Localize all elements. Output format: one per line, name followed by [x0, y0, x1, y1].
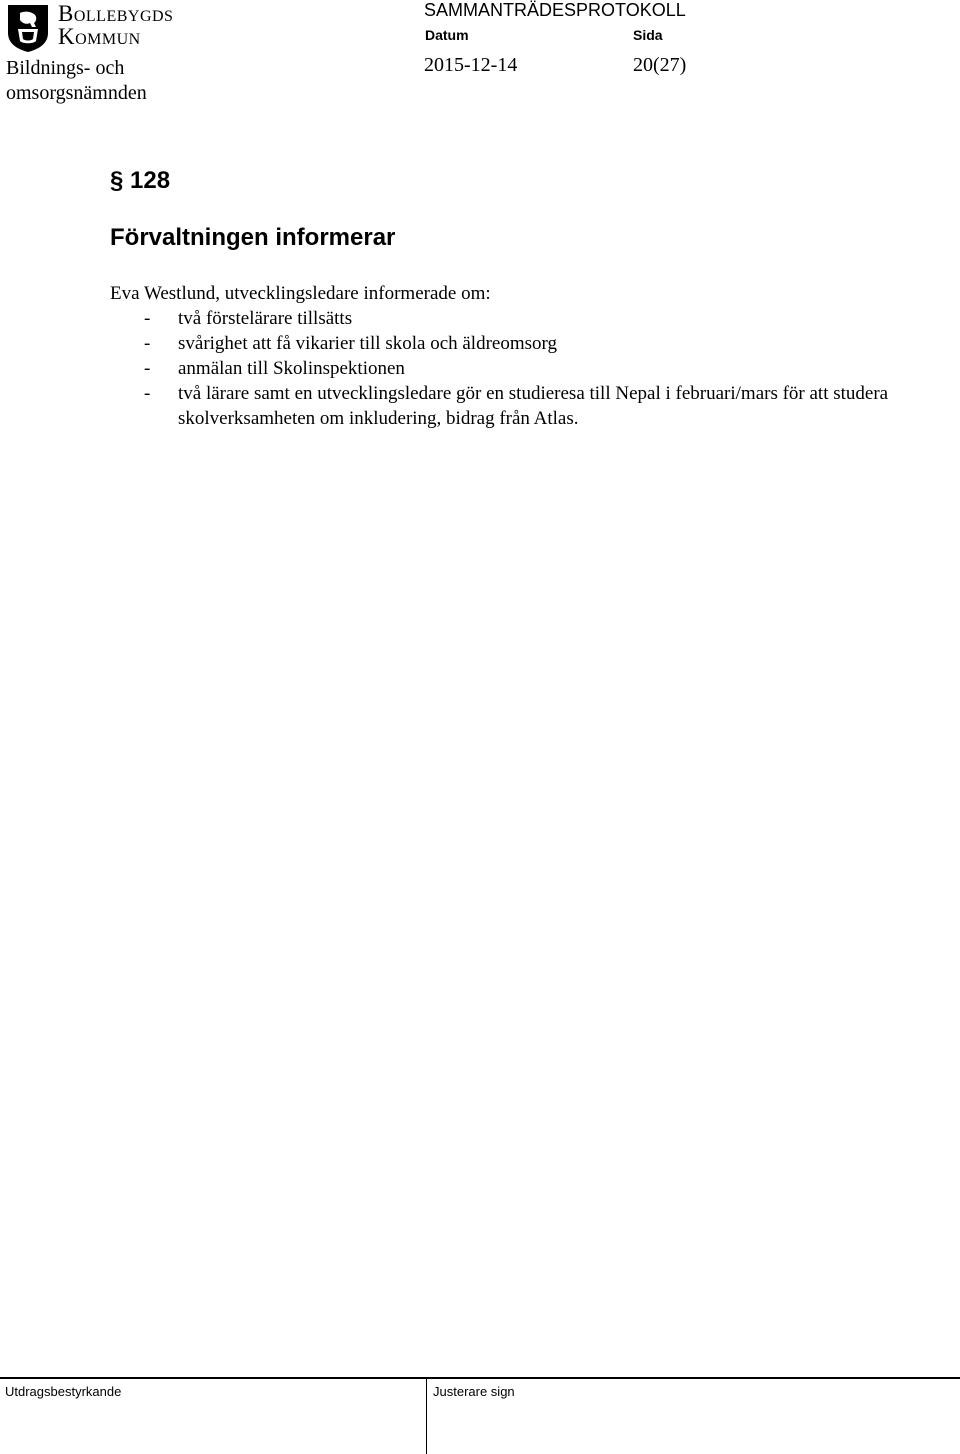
bullet-dash: - — [144, 308, 151, 329]
section-body — [110, 281, 910, 431]
committee-name — [6, 56, 147, 106]
list-item-text: två lärare samt en utvecklingsledare gör en studieresa till Nepal i februari/mars för att studera skolverksamheten om inkludering, bidrag från Atlas. — [178, 383, 889, 429]
list-item-text: svårighet att få vikarier till skola och äldreomsorg — [178, 333, 558, 354]
list-item-text: två förstelärare tillsätts — [178, 308, 353, 329]
committee-line-2: omsorgsnämnden — [6, 82, 147, 104]
intro-text: Eva Westlund, utvecklingsledare informerade om: — [110, 283, 491, 304]
section-title: Förvaltningen informerar — [110, 224, 396, 251]
paragraph-number: § 128 — [110, 167, 171, 194]
list-item — [110, 381, 910, 431]
list-item — [110, 331, 910, 356]
protocol-title: SAMMANTRÄDESPROTOKOLL — [424, 0, 686, 20]
coat-of-arms-icon — [6, 3, 50, 53]
date-value: 2015-12-14 — [424, 54, 518, 76]
bullet-dash: - — [144, 333, 151, 354]
committee-line-1: Bildnings- och — [6, 57, 125, 79]
footer-divider — [426, 1378, 427, 1454]
list-item — [110, 356, 910, 381]
brand-line-1: Bollebygds — [58, 1, 174, 26]
list-item — [110, 306, 910, 331]
brand-line-2: Kommun — [58, 24, 141, 49]
footer-rule — [0, 1377, 960, 1379]
bullet-dash: - — [144, 358, 151, 379]
municipality-logo-icon — [6, 3, 50, 53]
municipality-name — [58, 2, 173, 48]
list-item-text: anmälan till Skolinspektionen — [178, 358, 405, 379]
info-list — [110, 306, 910, 431]
date-label: Datum — [425, 27, 469, 43]
bullet-dash: - — [144, 383, 151, 404]
adjuster-signature-label: Justerare sign — [433, 1384, 515, 1399]
page-value: 20(27) — [633, 54, 687, 76]
certification-label: Utdragsbestyrkande — [5, 1384, 122, 1399]
page-label: Sida — [633, 27, 663, 43]
